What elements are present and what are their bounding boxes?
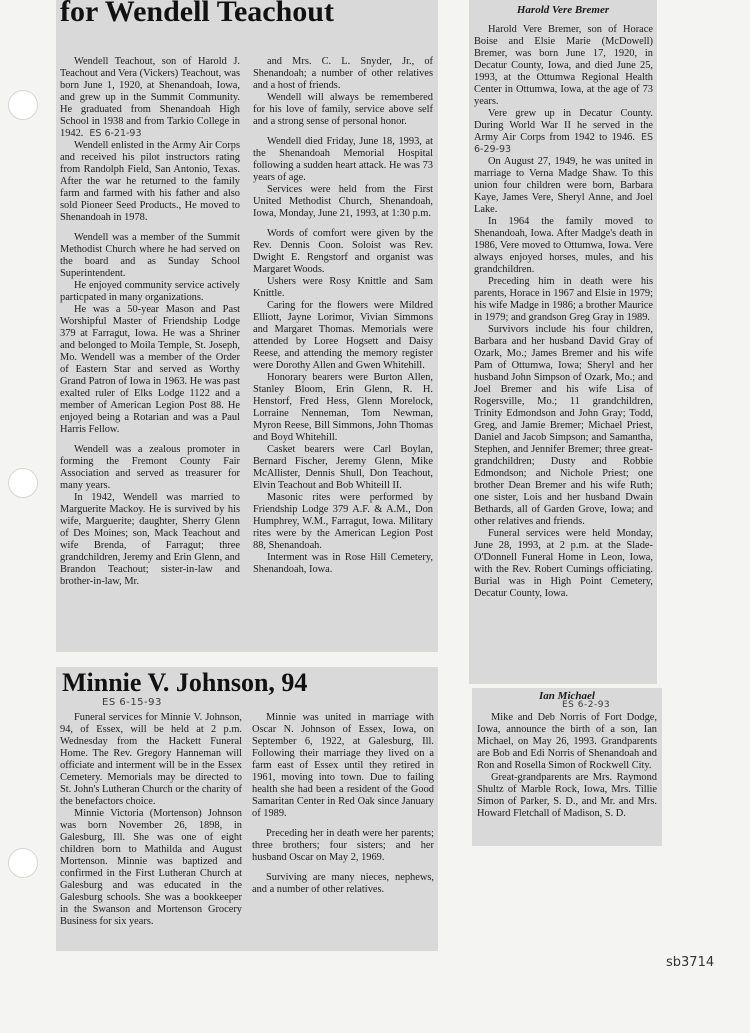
paragraph (60, 280, 240, 304)
paragraph-text: Wendell Teachout, son of Harold J. Teachout and Vera (Vickers) Teachout, was born June 1, 1920, at Shenandoah, Iowa, and grew up in the Summit Community. He graduated from Shenandoah High School in 1938 and from Tarkio College in 1942. (60, 56, 240, 139)
paragraph (253, 56, 433, 92)
handwritten-date: ES 6-21-93 (89, 128, 142, 139)
paragraph (474, 216, 653, 276)
johnson-headline: Minnie V. Johnson, 94 (62, 668, 308, 697)
paragraph-text: Harold Vere Bremer, son of Horace Boise and Elsie Marie (McDowell) Bremer, was born June 17, 1920, in Decatur County, Iowa, and died June 25, 1993, at the Ottumwa Regional Health Center in Ottumwa, Iowa, at the age of 73 years. (474, 24, 653, 107)
paragraph-text: Interment was in Rose Hill Cemetery, Shenandoah, Iowa. (253, 552, 433, 575)
paragraph (252, 872, 434, 896)
paragraph (253, 276, 433, 300)
paragraph (60, 444, 240, 492)
paragraph (253, 372, 433, 444)
paragraph (253, 492, 433, 552)
paragraph-text: Ushers were Rosy Knittle and Sam Knittle. (253, 276, 433, 299)
paragraph-text: Wendell will always be remembered for his love of family, service above self and a strong sense of personal honor. (253, 92, 433, 127)
teachout-headline: for Wendell Teachout (60, 0, 334, 28)
paragraph-text: Words of comfort were given by the Rev. Dennis Coon. Soloist was Rev. Dwight E. Rengstorf and organist was Margaret Woods. (253, 228, 433, 275)
paragraph (60, 492, 240, 588)
paragraph-text: Survivors include his four children, Barbara and her husband David Gray of Ozark, Mo.; James Bremer and his wife Pam of Ottumwa, Iowa; Sheryl and her husband John Simpson of Ozark, Mo.; and Joel Bremer and his wife Lisa of Rogersville, Mo.; 11 grandchildren, Trinity Edmondson and John Gray; Todd, Greg, and Jamie Bremer; Michael Priest, Daniel and Jacob Simpson; and Samantha, Stephen, and Jennifer Bremer; three great-grandchildren; Dusty and Robbie Edmondson; and Nichole Priest; one brother Dean Bremer and his wife Ruth; one sister, Lois and her husband Dwain Bethards, all of Garden Grove, Iowa; and other relatives and friends. (474, 324, 653, 527)
paragraph-text: Services were held from the First United Methodist Church, Shenandoah, Iowa, Monday, June 21, 1993, at 1:30 p.m. (253, 184, 433, 219)
paragraph (252, 828, 434, 864)
paragraph (253, 228, 433, 276)
michael-headline: Ian Michael (539, 690, 595, 702)
paragraph (60, 232, 240, 280)
paragraph (474, 108, 653, 156)
paragraph-text: Preceding her in death were her parents; three brothers; four sisters; and her husband Oscar on May 2, 1969. (252, 828, 434, 863)
page-code: sb3714 (666, 955, 715, 970)
paragraph (477, 712, 657, 772)
paragraph (60, 304, 240, 436)
binder-hole (8, 848, 38, 878)
teachout-column-2 (253, 56, 433, 576)
paragraph-text: Surviving are many nieces, nephews, and a number of other relatives. (252, 872, 434, 895)
michael-column (477, 712, 657, 820)
paragraph-text: Vere grew up in Decatur County. During World War II he served in the Army Air Corps from 1942 to 1946. (474, 108, 653, 143)
paragraph (477, 772, 657, 820)
paragraph-text: Great-grandparents are Mrs. Raymond Shultz of Marble Rock, Iowa, Mrs. Tillie Simon of Parker, S. D., and Mr. and Mrs. Howard Fletchall of Madison, S. D. (477, 772, 657, 819)
paragraph (252, 712, 434, 820)
bremer-headline: Harold Vere Bremer (516, 4, 610, 16)
michael-handwritten-date: ES 6-2-93 (562, 700, 611, 710)
binder-hole (8, 90, 38, 120)
paragraph-text: Minnie was united in marriage with Oscar N. Johnson of Essex, Iowa, on September 6, 1922, at Galesburg, Ill. Following their marriage they lived on a farm east of Essex until they retired in 1961, moving into town. Due to failing health she had been a resident of the Good Samaritan Center in Red Oak since January of 1989. (252, 712, 434, 819)
paragraph (253, 300, 433, 372)
bremer-column (474, 24, 653, 600)
paragraph-text: and Mrs. C. L. Snyder, Jr., of Shenandoah; a number of other relatives and a host of friends. (253, 56, 433, 91)
paragraph-text: He was a 50-year Mason and Past Worshipful Master of Friendship Lodge 379 at Farragut, Iowa. He was a Shriner and belonged to Moila Temple, St. Joseph, Mo. Wendell was a member of the Order of Eastern Star and served as Worthy Grand Patron of Iowa in 1963. He was past exalted ruler of Elks Lodge 1122 and a member of American Legion Post 88. He enjoyed being a Rotarian and was a Paul Harris Fellow. (60, 304, 240, 435)
paragraph (253, 92, 433, 128)
paragraph-text: Wendell was a member of the Summit Methodist Church where he had served on the board and as Sunday School Superintendent. (60, 232, 240, 279)
paragraph-text: On August 27, 1949, he was united in marriage to Verna Madge Shaw. To this union four children were born, Barbara Kaye, James Vere, Sheryl Anne, and Joel Lake. (474, 156, 653, 215)
handwritten-date: ES 6-29-93 (474, 132, 653, 155)
paragraph-text: He enjoyed community service actively particpated in many organizations. (60, 280, 240, 303)
johnson-handwritten-date: ES 6-15-93 (102, 697, 162, 708)
binder-hole (8, 468, 38, 498)
paragraph-text: Funeral services for Minnie V. Johnson, 94, of Essex, will be held at 2 p.m. Wednesday from the Hackett Funeral Home. The Rev. Gregory Hanneman will officiate and interment will be in the Essex Cemetery. Memorials may be directed to St. John's Lutheran Church or the charity of the benefactors choice. (60, 712, 242, 807)
paragraph-text: Wendell was a zealous promoter in forming the Fremont County Fair Association and served as treasurer for many years. (60, 444, 240, 491)
paragraph (253, 136, 433, 184)
paragraph (253, 552, 433, 576)
paragraph-text: In 1942, Wendell was married to Marguerite Mackoy. He is survived by his wife, Marguerite; daughter, Sherry Glenn of Des Moines; son, Mack Teachout and wife Brenda, of Farragut; three grandchildren, Jeremy and Erin Glenn, and Brandon Teachout; sister-in-law and brother-in-law, Mr. (60, 492, 240, 587)
johnson-column-2 (252, 712, 434, 896)
paragraph (474, 276, 653, 324)
paragraph (60, 712, 242, 808)
teachout-column-1 (60, 56, 240, 588)
paragraph-text: Casket bearers were Carl Boylan, Bernard Fischer, Jeremy Glenn, Mike McAllister, Dennis Shull, Don Teachout, Elvin Teachout and Bob Whiteill II. (253, 444, 433, 491)
paragraph-text: Preceding him in death were his parents, Horace in 1967 and Elsie in 1979; his wife Madge in 1986; a brother Maurice in 1979; and grandson Greg Gray in 1989. (474, 276, 653, 323)
paragraph-text: Honorary bearers were Burton Allen, Stanley Bloom, Erin Glenn, R. H. Henstorf, Fred Hess, Glenn Morelock, Lorraine Nenneman, Tom Newman, Myron Reese, Bill Simmons, John Thomas and Boyd Whitehill. (253, 372, 433, 443)
paragraph (474, 324, 653, 528)
paragraph-text: Funeral services were held Monday, June 28, 1993, at 2 p.m. at the Slade-O'Donnell Funeral Home in Leon, Iowa, with the Rev. Robert Cumings officiating. Burial was in High Point Cemetery, Decatur County, Iowa. (474, 528, 653, 599)
paragraph-text: In 1964 the family moved to Shenandoah, Iowa. After Madge's death in 1986, Vere moved to Ottumwa, Iowa. Vere always enjoyed horses, mules, and his grandchildren. (474, 216, 653, 275)
paragraph (474, 24, 653, 108)
paragraph-text: Caring for the flowers were Mildred Elliott, Jayne Lorimor, Vivian Simmons and Margaret Thomas. Memorials were attended by Loree Hogsett and Daisy Reese, and attending the memory register were Dorothy Allen and Gwen Whitehill. (253, 300, 433, 371)
paragraph-text: Masonic rites were performed by Friendship Lodge 379 A.F. & A.M., Don Humphrey, W.M., Farragut, Iowa. Military rites were by the American Legion Post 88, Shenandoah. (253, 492, 433, 551)
paragraph (253, 184, 433, 220)
paragraph (60, 56, 240, 140)
paragraph-text: Minnie Victoria (Mortenson) Johnson was born November 26, 1898, in Galesburg, Ill. She was one of eight children born to Mathilda and August Mortenson. Minnie was baptized and confirmed in the First Lutheran Church at Galesburg and was educated in the Galesburg schools. She was a bookkeeper in the Swanson and Mortenson Grocery Business for six years. (60, 808, 242, 927)
paragraph (253, 444, 433, 492)
paragraph (60, 140, 240, 224)
paragraph (60, 808, 242, 928)
paragraph (474, 528, 653, 600)
paragraph-text: Wendell died Friday, June 18, 1993, at the Shenandoah Memorial Hospital following a sudden heart attack. He was 73 years of age. (253, 136, 433, 183)
paragraph (474, 156, 653, 216)
paragraph-text: Mike and Deb Norris of Fort Dodge, Iowa, announce the birth of a son, Ian Michael, on May 26, 1993. Grandparents are Bob and Edi Norris of Shenandoah and Ron and Rosella Simon of Rockwell City. (477, 712, 657, 771)
johnson-column-1 (60, 712, 242, 928)
paragraph-text: Wendell enlisted in the Army Air Corps and received his pilot instructors rating from Randolph Field, San Antonio, Texas. After the war he returned to the family farm and farmed with his father and also sold Pioneer Seed Products., He moved to Shenandoah in 1978. (60, 140, 240, 223)
